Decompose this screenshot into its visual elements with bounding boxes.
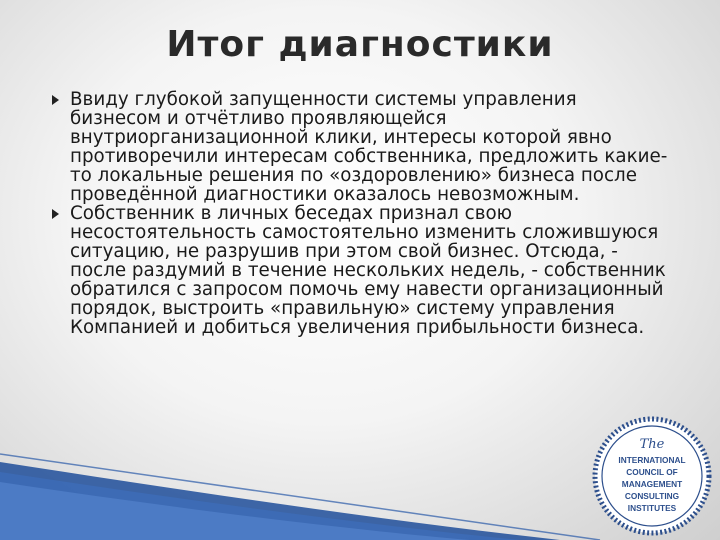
bullet-text: Собственник в личных беседах признал свою несостоятельность самостоятельно изменить сложившуюся ситуацию, не разрушив при этом свой бизнес. Отсюда, - после раздумий в течение нескольких недель, - собственник обратился с запросом помочь ему навести организационный порядок, выстроить «правильную» систему управления Компанией и добиться увеличения прибыльности бизнеса. (70, 203, 666, 338)
logo-text-line: COUNCIL OF (626, 467, 678, 477)
arrow-bullet-icon (52, 209, 59, 219)
logo-text-line: INSTITUTES (627, 503, 677, 513)
bullet-list (52, 90, 672, 337)
logo-text-line: MANAGEMENT (621, 479, 683, 489)
slide-title: Итог диагностики (166, 24, 554, 65)
bullet-text: Ввиду глубокой запущенности системы управления бизнесом и отчётливо проявляющейся внутриорганизационной клики, интересы которой явно противоречили интересам собственника, предложить какие-то локальные решения по «оздоровлению» бизнеса после проведённой диагностики оказалось невозможным. (70, 89, 668, 205)
logo-text-line: INTERNATIONAL (618, 455, 686, 465)
logo-text-the: The (639, 437, 665, 452)
icmci-logo-seal (592, 416, 712, 536)
logo-text-line: CONSULTING (624, 491, 680, 501)
bullet-item (52, 90, 672, 204)
bullet-item (52, 204, 672, 337)
arrow-bullet-icon (52, 95, 59, 105)
